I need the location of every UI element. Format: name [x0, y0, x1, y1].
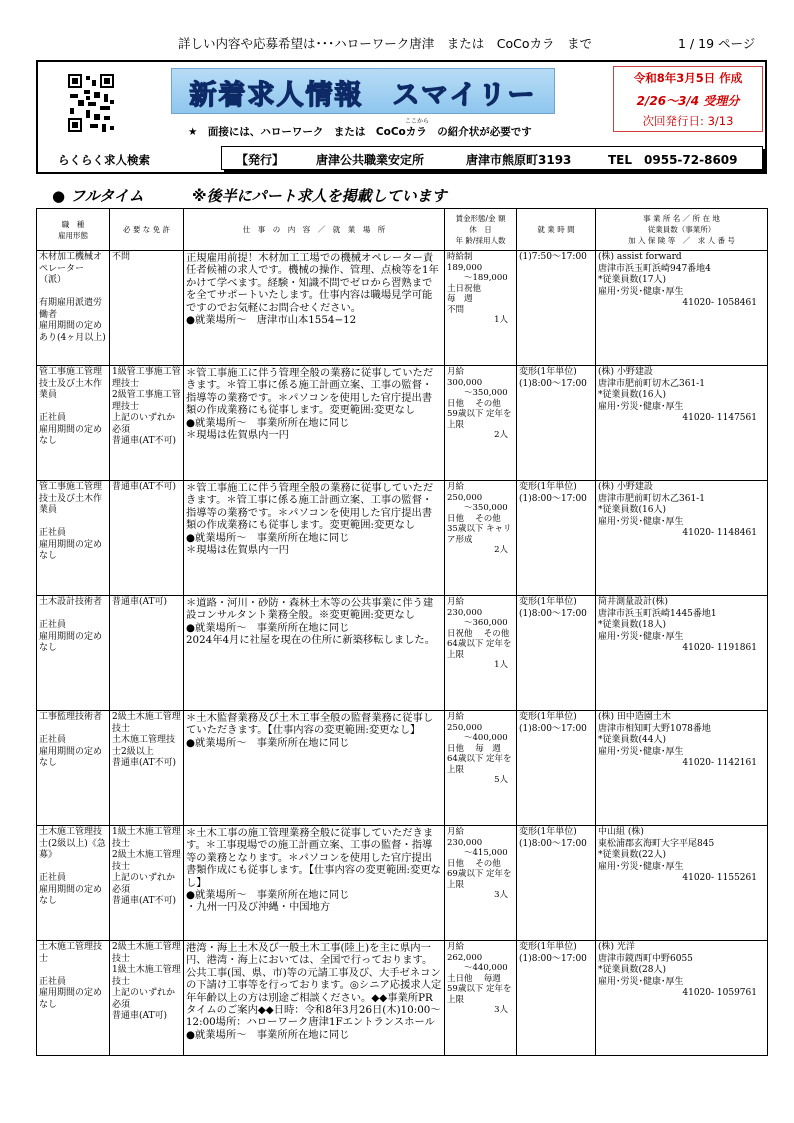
table-row	[37, 251, 768, 366]
wage-text: 月給 230,000 ～360,000 日祝他 その他 64歳以下 定年を上限	[447, 597, 512, 660]
header-hours: 就 業 時 間	[517, 209, 596, 251]
work-description-cell: ＊道路・河川・砂防・森林土木等の公共事業に伴う建設コンサルタント業務全般。※変更範囲:変更なし ●就業場所～ 事業所所在地に同じ 2024年4月に社屋を現在の住所に新築移転しました。	[184, 596, 445, 711]
qr-code-icon[interactable]	[66, 72, 116, 134]
wage-cell	[445, 826, 517, 941]
company-cell	[596, 711, 768, 826]
table-row	[37, 941, 768, 1056]
publisher-tel: TEL 0955-72-8609	[608, 153, 738, 167]
work-description-cell: 港湾・海上土木及び一般土木工事(陸上)を主に県内一円、港湾・海上においては、全国で行っております。公共工事(国、県、市)等の元請工事及び、大手ゼネコンの下請け工事等を行っております。◎シニア応援求人定年年齢以上の方は別途ご相談ください。◆◆事業所PRタイムのご案内◆◆日時：令和8年3月26日(木)10:00～12:00場所：ハローワーク唐津1Fエントランスホール ●就業場所～ 事業所所在地に同じ	[184, 941, 445, 1056]
company-cell	[596, 596, 768, 711]
hire-count: 1人	[494, 660, 508, 670]
wage-cell	[445, 941, 517, 1056]
header-wage: 賃金形態/金 額 休 日 年 齢/採用人数	[445, 209, 517, 251]
table-row	[37, 366, 768, 481]
table-row	[37, 826, 768, 941]
license-cell: 不問	[110, 251, 184, 366]
section-note: ※後半にパート求人を掲載しています	[192, 187, 447, 205]
wage-text: 月給 250,000 ～400,000 日他 毎 週 64歳以下 定年を上限	[447, 712, 512, 775]
company-text: (株) 光洋 唐津市鏡西町中野6055 *従業員数(28人) 雇用･労災･健康･厚生	[598, 942, 693, 987]
wage-text: 時給制 189,000 ～189,000 土日祝他 毎 週 不問	[447, 252, 508, 315]
work-description-cell: ＊土木監督業務及び土木工事全般の監督業務に従事していただきます。【仕事内容の変更範囲:変更なし】 ●就業場所～ 事業所所在地に同じ	[184, 711, 445, 826]
hire-count: 1人	[494, 315, 508, 325]
company-text: (株) 小野建設 唐津市肥前町切木乙361-1 *従業員数(16人) 雇用･労災･健康･厚生	[598, 482, 705, 527]
license-cell: 2級土木施工管理技士 土木施工管理技士2級以上 普通車(AT不可)	[110, 711, 184, 826]
hours-cell: 変形(1年単位) (1)8:00～17:00	[517, 941, 596, 1056]
job-title-cell: 工事監理技術者 正社員 雇用期間の定めなし	[37, 711, 110, 826]
wage-text: 月給 262,000 ～440,000 土日他 毎週 59歳以下 定年を上限	[447, 942, 512, 1005]
wage-cell	[445, 711, 517, 826]
table-header-row	[37, 209, 768, 251]
job-number[interactable]: 41020- 1142161	[682, 758, 757, 768]
job-number[interactable]: 41020- 1148461	[682, 528, 757, 538]
publisher-bar	[221, 146, 763, 170]
company-cell	[596, 826, 768, 941]
company-text: 筒井測量設計(株) 唐津市浜玉町浜崎1445番地1 *従業員数(18人) 雇用･労災･健康･厚生	[598, 597, 717, 642]
job-title-cell: 木材加工機械オペレーター（派） 有期雇用派遣労働者 雇用期間の定めあり(4ヶ月以上)	[37, 251, 110, 366]
interview-note: ★ 面接には、ハローワーク または CoCoカラ の紹介状が必要です	[188, 126, 532, 138]
publisher-label: 【発行】	[236, 153, 285, 167]
table-row	[37, 711, 768, 826]
hire-count: 2人	[494, 430, 508, 440]
section-fulltime: ● フルタイム	[52, 187, 144, 205]
license-cell: 普通車(AT不可)	[110, 481, 184, 596]
company-text: (株) assist forward 唐津市浜玉町浜崎947番地4 *従業員数(17人) 雇用･労災･健康･厚生	[598, 252, 711, 297]
wage-text: 月給 300,000 ～350,000 日他 その他 59歳以下 定年を上限	[447, 367, 512, 430]
job-number[interactable]: 41020- 1155261	[682, 873, 757, 883]
hire-count: 3人	[494, 1005, 508, 1015]
page-number: 1 / 19 ページ	[678, 36, 756, 51]
hire-count: 3人	[494, 890, 508, 900]
job-title-cell: 土木施工管理技士(2級以上)《急募》 正社員 雇用期間の定めなし	[37, 826, 110, 941]
banner-title: 新着求人情報 スマイリー	[189, 80, 537, 111]
work-description-cell: ＊土木工事の施工管理業務全般に従事していただきます。＊工事現場での施工計画立案、工事の監督・指導等の業務となります。＊パソコンを使用した官庁提出書類作成にも従事します。【仕事内容の変更範囲:変更なし】 ●就業場所～ 事業所所在地に同じ ・九州一円及び沖縄・中国地方	[184, 826, 445, 941]
company-cell	[596, 366, 768, 481]
company-cell	[596, 251, 768, 366]
header-job: 職 種 雇用形態	[37, 209, 110, 251]
work-description-cell: 正規雇用前提！木材加工工場での機械オペレーター責任者候補の求人です。機械の操作、管理、点検等を1年かけて学べます。経験・知識不問でゼロから習熟までを全てサポートいたします。仕事内容は職場見学可能ですのでお気軽にお問合せください。 ●就業場所～ 唐津市山本1554−12	[184, 251, 445, 366]
license-cell: 普通車(AT可)	[110, 596, 184, 711]
header-license: 必 要 な 免 許	[110, 209, 184, 251]
header-company: 事 業 所 名 ／ 所 在 地 従業員数（事業所） 加 入 保 険 等 ／ 求 人 番 号	[596, 209, 768, 251]
hours-cell: (1)7:50～17:00	[517, 251, 596, 366]
wage-cell	[445, 596, 517, 711]
publisher-address: 唐津市熊原町3193	[466, 153, 572, 167]
hire-count: 2人	[494, 545, 508, 555]
company-text: (株) 小野建設 唐津市肥前町切木乙361-1 *従業員数(16人) 雇用･労災･健康･厚生	[598, 367, 705, 412]
top-note-line	[0, 34, 794, 54]
date-range: 2/26～3/4 受理分	[636, 94, 740, 108]
wage-text: 月給 230,000 ～415,000 日他 その他 69歳以下 定年を上限	[447, 827, 512, 890]
company-text: 中山組 (株) 東松浦郡玄海町大字平尾845 *従業員数(22人) 雇用･労災･健康･厚生	[598, 827, 715, 872]
contact-note: 詳しい内容や応募希望は･･･ハローワーク唐津 または CoCoカラ まで	[178, 36, 593, 51]
work-description-cell: ＊管工事施工に伴う管理全般の業務に従事していただきます。＊管工事に係る施工計画立案、工事の監督・指導等の業務です。＊パソコンを使用した官庁提出書類の作成業務にも従事します。変更範囲:変更なし ●就業場所～ 事業所所在地に同じ ＊現場は佐賀県内一円	[184, 366, 445, 481]
table-row	[37, 481, 768, 596]
job-title-cell: 土木施工管理技士 正社員 雇用期間の定めなし	[37, 941, 110, 1056]
work-description-cell: ＊管工事施工に伴う管理全般の業務に従事していただきます。＊管工事に係る施工計画立案、工事の監督・指導等の業務です。＊パソコンを使用した官庁提出書類の作成業務にも従事します。変更範囲:変更なし ●就業場所～ 事業所所在地に同じ ＊現場は佐賀県内一円	[184, 481, 445, 596]
job-title-cell: 土木設計技術者 正社員 雇用期間の定めなし	[37, 596, 110, 711]
hours-cell: 変形(1年単位) (1)8:00～17:00	[517, 366, 596, 481]
hire-count: 5人	[494, 775, 508, 785]
job-title-cell: 管工事施工管理技士及び土木作業員 正社員 雇用期間の定めなし	[37, 481, 110, 596]
section-heading	[52, 185, 447, 206]
hours-cell: 変形(1年単位) (1)8:00～17:00	[517, 826, 596, 941]
rakuraku-search-label: らくらく求人検索	[58, 153, 150, 167]
hours-cell: 変形(1年単位) (1)8:00～17:00	[517, 481, 596, 596]
hours-cell: 変形(1年単位) (1)8:00～17:00	[517, 711, 596, 826]
header-box	[36, 60, 767, 174]
date-created: 令和8年3月5日 作成	[633, 71, 743, 85]
license-cell: 1級土木施工管理技士 2級土木施工管理技士 上記のいずれか必須 普通車(AT不可)	[110, 826, 184, 941]
company-cell	[596, 941, 768, 1056]
publisher-office: 唐津公共職業安定所	[316, 153, 425, 167]
job-number[interactable]: 41020- 1058461	[682, 298, 757, 308]
job-number[interactable]: 41020- 1191861	[682, 643, 757, 653]
company-text: (株) 田中造園土木 唐津市相知町大野1078番地 *従業員数(44人) 雇用･労災･健康･厚生	[598, 712, 711, 757]
next-issue-date: 次回発行日: 3/13	[642, 114, 734, 128]
date-box	[613, 66, 763, 132]
wage-cell	[445, 481, 517, 596]
job-number[interactable]: 41020- 1147561	[682, 413, 757, 423]
job-table	[36, 208, 768, 1056]
hours-cell: 変形(1年単位) (1)8:00～17:00	[517, 596, 596, 711]
job-number[interactable]: 41020- 1059761	[682, 988, 757, 998]
company-cell	[596, 481, 768, 596]
furigana: ここから	[405, 118, 430, 125]
license-cell: 1級管工事施工管理技士 2級管工事施工管理技士 上記のいずれか必須 普通車(AT不可)	[110, 366, 184, 481]
wage-cell	[445, 366, 517, 481]
title-banner	[171, 68, 555, 114]
table-row	[37, 596, 768, 711]
header-work: 仕 事 の 内 容 ／ 就 業 場 所	[184, 209, 445, 251]
wage-text: 月給 250,000 ～350,000 日他 その他 35歳以下 キャリア形成	[447, 482, 512, 545]
wage-cell	[445, 251, 517, 366]
job-title-cell: 管工事施工管理技士及び土木作業員 正社員 雇用期間の定めなし	[37, 366, 110, 481]
license-cell: 2級土木施工管理技士 1級土木施工管理技士 上記のいずれか必須 普通車(AT可)	[110, 941, 184, 1056]
